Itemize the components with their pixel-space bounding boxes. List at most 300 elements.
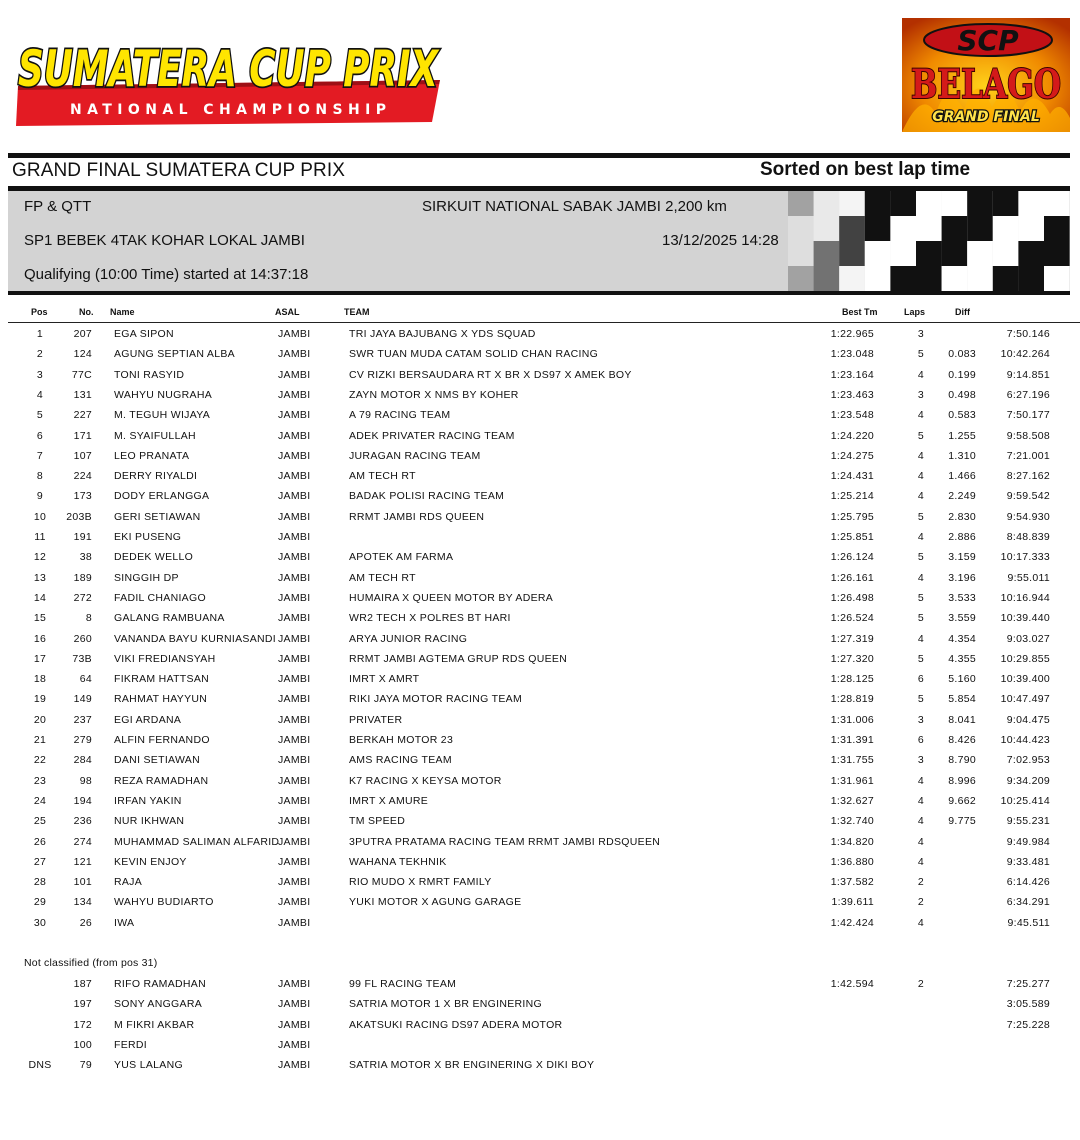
rider-number: 172 — [73, 1018, 92, 1031]
rider-number: 79 — [79, 1059, 92, 1072]
gap-diff: 0.083 — [948, 348, 976, 361]
lap-count: 3 — [917, 328, 925, 340]
rider-name: LEO PRANATA — [114, 449, 190, 462]
lap-count: 4 — [917, 794, 925, 807]
team-name: IMRT X AMURE — [349, 794, 429, 807]
rider-origin: JAMBI — [278, 449, 311, 462]
lap-count: 4 — [917, 571, 925, 584]
table-row — [0, 1019, 1080, 1039]
position: 22 — [33, 754, 47, 767]
rider-name: DERRY RIYALDI — [114, 470, 198, 483]
rider-number: 121 — [73, 855, 92, 868]
flag-cell — [1044, 216, 1070, 241]
checkered-flag-pattern — [788, 191, 1070, 291]
table-row — [0, 1039, 1080, 1059]
rider-name: ALFIN FERNANDO — [114, 734, 210, 746]
rider-name: TONI RASYID — [114, 368, 185, 381]
rider-number: 38 — [79, 551, 92, 564]
flag-cell — [942, 216, 968, 241]
table-row — [0, 633, 1080, 653]
flag-cell — [1044, 241, 1070, 266]
table-row — [0, 673, 1080, 693]
position: 5 — [36, 409, 44, 422]
flag-cell — [890, 266, 916, 291]
best-lap-time: 1:34.820 — [830, 835, 874, 848]
lap-count: 4 — [917, 916, 925, 929]
flag-cell — [839, 266, 865, 291]
rider-number: 187 — [73, 978, 92, 990]
lap-count: 5 — [917, 591, 925, 604]
rider-number: 100 — [73, 1038, 92, 1051]
flag-cell — [942, 266, 968, 291]
band-bottom-rule — [8, 291, 1070, 295]
rider-origin: JAMBI — [278, 734, 311, 746]
table-row — [0, 815, 1080, 835]
rider-name: FIKRAM HATTSAN — [114, 673, 210, 686]
position: 25 — [33, 815, 47, 828]
flag-cell — [890, 216, 916, 241]
rider-origin: JAMBI — [278, 713, 311, 726]
team-name: SATRIA MOTOR X BR ENGINERING X DIKI BOY — [349, 1059, 595, 1072]
lap-count: 5 — [917, 652, 925, 665]
total-time: 9:03.027 — [1006, 632, 1050, 645]
team-name: YUKI MOTOR X AGUNG GARAGE — [349, 896, 522, 909]
table-row — [0, 409, 1080, 429]
rider-name: IWA — [114, 916, 135, 929]
gap-diff: 9.775 — [948, 815, 976, 828]
rider-name: FERDI — [114, 1038, 147, 1051]
flag-cell — [993, 266, 1019, 291]
rider-number: 237 — [73, 713, 92, 726]
rider-origin: JAMBI — [278, 774, 311, 787]
total-time: 10:44.423 — [1000, 734, 1050, 746]
team-name: RRMT JAMBI AGTEMA GRUP RDS QUEEN — [349, 652, 568, 665]
lap-count: 3 — [917, 713, 925, 726]
table-row — [0, 917, 1080, 937]
best-lap-time: 1:23.048 — [830, 348, 874, 361]
total-time: 10:25.414 — [1000, 794, 1050, 807]
flag-cell — [839, 216, 865, 241]
best-lap-time: 1:28.819 — [830, 693, 874, 706]
team-name: PRIVATER — [349, 713, 403, 726]
team-name: WAHANA TEKHNIK — [349, 855, 447, 868]
flag-cell — [916, 216, 942, 241]
total-time: 9:14.851 — [1006, 368, 1050, 381]
flag-cell — [993, 191, 1019, 216]
gap-diff: 0.498 — [948, 388, 976, 401]
lap-count: 5 — [917, 348, 925, 361]
rider-origin: JAMBI — [278, 855, 311, 868]
team-name: RIKI JAYA MOTOR RACING TEAM — [349, 693, 523, 706]
flag-cell — [1018, 266, 1044, 291]
total-time: 9:45.511 — [1007, 916, 1050, 929]
gap-diff: 2.886 — [948, 531, 976, 543]
rider-name: DEDEK WELLO — [114, 551, 194, 564]
gap-diff: 5.854 — [948, 693, 976, 706]
position: 2 — [36, 348, 44, 361]
rider-origin: JAMBI — [278, 876, 311, 889]
best-lap-time: 1:42.424 — [830, 916, 874, 929]
gap-diff: 5.160 — [948, 673, 976, 686]
position: 15 — [33, 612, 47, 625]
flag-cell — [1044, 191, 1070, 216]
lap-count: 2 — [917, 876, 925, 889]
rider-name: IRFAN YAKIN — [114, 794, 182, 807]
lap-count: 5 — [917, 429, 925, 442]
svg-text:SCP: SCP — [957, 24, 1019, 57]
rider-name: KEVIN ENJOY — [114, 855, 187, 868]
rider-name: VIKI FREDIANSYAH — [114, 652, 216, 665]
position: 20 — [33, 713, 47, 726]
rider-number: 8 — [85, 612, 92, 625]
rider-origin: JAMBI — [278, 388, 311, 401]
flag-cell — [967, 241, 993, 266]
rider-origin: JAMBI — [278, 835, 311, 848]
best-lap-time: 1:37.582 — [830, 876, 874, 889]
rider-origin: JAMBI — [278, 591, 311, 604]
best-lap-time: 1:32.627 — [830, 794, 874, 807]
rider-origin: JAMBI — [278, 998, 311, 1011]
lap-count: 5 — [917, 551, 925, 564]
flag-cell — [814, 191, 840, 216]
team-name: 3PUTRA PRATAMA RACING TEAM RRMT JAMBI RDSQUEEN — [349, 835, 661, 848]
lap-count: 2 — [917, 896, 925, 909]
rider-number: 26 — [79, 916, 92, 929]
position: 16 — [33, 632, 47, 645]
best-lap-time: 1:22.965 — [830, 328, 874, 340]
column-header-name: Name — [110, 307, 135, 317]
flag-cell — [967, 266, 993, 291]
best-lap-time: 1:24.220 — [830, 429, 874, 442]
flag-cell — [967, 216, 993, 241]
rider-name: GALANG RAMBUANA — [114, 612, 225, 625]
rider-number: 236 — [73, 815, 92, 828]
rider-origin: JAMBI — [278, 531, 311, 543]
table-row — [0, 470, 1080, 490]
rider-number: 274 — [73, 835, 92, 848]
total-time: 9:34.209 — [1006, 774, 1050, 787]
lap-count: 4 — [917, 368, 925, 381]
team-name: TRI JAYA BAJUBANG X YDS SQUAD — [349, 328, 536, 340]
table-row — [0, 572, 1080, 592]
table-row — [0, 734, 1080, 754]
team-name: ZAYN MOTOR X NMS BY KOHER — [349, 388, 519, 401]
total-time: 7:25.228 — [1006, 1018, 1050, 1031]
total-time: 9:55.011 — [1007, 571, 1050, 584]
class-name: SP1 BEBEK 4TAK KOHAR LOKAL JAMBI — [24, 232, 305, 249]
rider-number: 224 — [73, 470, 92, 483]
total-time: 9:04.475 — [1006, 713, 1050, 726]
column-header-pos: Pos — [31, 307, 48, 317]
total-time: 10:47.497 — [1000, 693, 1050, 706]
best-lap-time: 1:32.740 — [830, 815, 874, 828]
rider-number: 171 — [73, 429, 92, 442]
gap-diff: 2.249 — [948, 490, 976, 503]
total-time: 9:54.930 — [1006, 510, 1050, 523]
team-name: A 79 RACING TEAM — [349, 409, 451, 422]
flag-cell — [916, 191, 942, 216]
total-time: 10:39.440 — [1000, 612, 1050, 625]
flag-cell — [1044, 266, 1070, 291]
table-row — [0, 693, 1080, 713]
flag-cell — [1018, 216, 1044, 241]
team-name: IMRT X AMRT — [349, 673, 420, 686]
table-row — [0, 551, 1080, 571]
flag-cell — [814, 216, 840, 241]
position: 24 — [33, 794, 47, 807]
team-name: RRMT JAMBI RDS QUEEN — [349, 510, 485, 523]
flag-cell — [1018, 241, 1044, 266]
rider-name: NUR IKHWAN — [114, 815, 185, 828]
total-time: 6:27.196 — [1006, 388, 1050, 401]
flag-cell — [865, 266, 891, 291]
rider-name: FADIL CHANIAGO — [114, 591, 206, 604]
best-lap-time: 1:25.214 — [830, 490, 874, 503]
flag-cell — [1018, 191, 1044, 216]
best-lap-time: 1:27.320 — [830, 652, 874, 665]
flag-cell — [942, 191, 968, 216]
lap-count: 4 — [917, 531, 925, 543]
position: 29 — [33, 896, 47, 909]
rider-number: 189 — [73, 571, 92, 584]
team-name: WR2 TECH X POLRES BT HARI — [349, 612, 511, 625]
table-row — [0, 531, 1080, 551]
team-name: AMS RACING TEAM — [349, 754, 452, 767]
lap-count: 4 — [917, 449, 925, 462]
position: 28 — [33, 876, 47, 889]
header-rule — [8, 322, 1080, 323]
team-name: BERKAH MOTOR 23 — [349, 734, 454, 746]
total-time: 7:21.001 — [1006, 449, 1050, 462]
team-name: RIO MUDO X RMRT FAMILY — [349, 876, 492, 889]
rider-name: EGI ARDANA — [114, 713, 182, 726]
total-time: 10:29.855 — [1000, 652, 1050, 665]
table-row — [0, 369, 1080, 389]
flag-cell — [839, 241, 865, 266]
total-time: 9:33.481 — [1006, 855, 1050, 868]
rider-name: WAHYU BUDIARTO — [114, 896, 214, 909]
session-datetime: 13/12/2025 14:28 — [662, 232, 779, 249]
rider-name: SONY ANGGARA — [114, 998, 203, 1011]
flag-cell — [916, 241, 942, 266]
flag-cell — [865, 191, 891, 216]
team-name: SATRIA MOTOR 1 X BR ENGINERING — [349, 998, 542, 1011]
flag-cell — [788, 266, 814, 291]
rider-name: EKI PUSENG — [114, 531, 182, 543]
total-time: 3:05.589 — [1006, 998, 1050, 1011]
rider-origin: JAMBI — [278, 916, 311, 929]
position: 1 — [36, 328, 44, 340]
table-row — [0, 612, 1080, 632]
belago-grand-final-logo — [902, 18, 1070, 132]
gap-diff: 8.996 — [948, 774, 976, 787]
rider-origin: JAMBI — [278, 1018, 311, 1031]
table-row — [0, 592, 1080, 612]
best-lap-time: 1:24.275 — [830, 449, 874, 462]
gap-diff: 1.310 — [948, 449, 976, 462]
table-row — [0, 754, 1080, 774]
rider-number: 203B — [66, 510, 92, 523]
sort-label: Sorted on best lap time — [760, 159, 971, 180]
total-time: 10:17.333 — [1000, 551, 1050, 564]
total-time: 6:34.291 — [1006, 896, 1050, 909]
column-header-best-time: Best Tm — [842, 307, 878, 317]
rider-number: 98 — [79, 774, 92, 787]
best-lap-time: 1:39.611 — [831, 896, 874, 909]
gap-diff: 1.255 — [948, 429, 976, 442]
position: 11 — [34, 531, 46, 543]
flag-cell — [993, 216, 1019, 241]
svg-text:BELAGO: BELAGO — [911, 61, 1061, 108]
best-lap-time: 1:25.851 — [830, 531, 874, 543]
best-lap-time: 1:26.524 — [830, 612, 874, 625]
rider-number: 194 — [73, 794, 92, 807]
table-row — [0, 328, 1080, 348]
position: 4 — [36, 388, 44, 401]
best-lap-time: 1:31.391 — [830, 734, 874, 746]
flag-cell — [890, 241, 916, 266]
rider-name: RAHMAT HAYYUN — [114, 693, 208, 706]
position: 9 — [36, 490, 44, 503]
lap-count: 4 — [917, 490, 925, 503]
team-name: 99 FL RACING TEAM — [349, 978, 457, 990]
column-header-laps: Laps — [904, 307, 926, 317]
session-type: FP & QTT — [24, 198, 92, 215]
position: 18 — [33, 673, 47, 686]
rider-number: 279 — [73, 734, 92, 746]
lap-count: 4 — [917, 409, 925, 422]
best-lap-time: 1:23.463 — [830, 388, 874, 401]
table-row — [0, 856, 1080, 876]
team-name: K7 RACING X KEYSA MOTOR — [349, 774, 502, 787]
total-time: 6:14.426 — [1006, 876, 1050, 889]
rider-number: 227 — [73, 409, 92, 422]
sumatera-cup-prix-logo — [12, 36, 442, 128]
total-time: 9:59.542 — [1006, 490, 1050, 503]
total-time: 9:49.984 — [1006, 835, 1050, 848]
total-time: 7:50.177 — [1006, 409, 1050, 422]
flag-cell — [788, 216, 814, 241]
table-row — [0, 714, 1080, 734]
position: 17 — [33, 652, 47, 665]
gap-diff: 3.559 — [948, 612, 976, 625]
rider-origin: JAMBI — [278, 794, 311, 807]
team-name: AM TECH RT — [349, 571, 416, 584]
session-info: Qualifying (10:00 Time) started at 14:37:18 — [24, 266, 309, 283]
position: DNS — [28, 1059, 52, 1072]
rider-origin: JAMBI — [278, 510, 311, 523]
rider-origin: JAMBI — [278, 490, 311, 503]
flag-cell — [839, 191, 865, 216]
table-row — [0, 348, 1080, 368]
position: 6 — [36, 429, 44, 442]
table-row — [0, 1059, 1080, 1079]
total-time: 10:16.944 — [1000, 591, 1050, 604]
best-lap-time: 1:42.594 — [830, 978, 874, 990]
gap-diff: 0.583 — [948, 409, 976, 422]
rider-origin: JAMBI — [278, 612, 311, 625]
lap-count: 2 — [917, 978, 925, 990]
rider-origin: JAMBI — [278, 409, 311, 422]
flag-cell — [814, 266, 840, 291]
total-time: 8:27.162 — [1006, 470, 1050, 483]
position: 8 — [36, 470, 44, 483]
rider-origin: JAMBI — [278, 1038, 311, 1051]
best-lap-time: 1:24.431 — [830, 470, 874, 483]
position: 30 — [33, 916, 47, 929]
rider-name: AGUNG SEPTIAN ALBA — [114, 348, 235, 361]
total-time: 10:42.264 — [1000, 348, 1050, 361]
rider-name: M. SYAIFULLAH — [114, 429, 196, 442]
rider-name: M FIKRI AKBAR — [114, 1018, 195, 1031]
table-row — [0, 511, 1080, 531]
team-name: ARYA JUNIOR RACING — [349, 632, 468, 645]
rider-origin: JAMBI — [278, 673, 311, 686]
rider-number: 73B — [72, 652, 92, 665]
table-row — [0, 653, 1080, 673]
team-name: HUMAIRA X QUEEN MOTOR BY ADERA — [349, 591, 554, 604]
position: 10 — [33, 510, 47, 523]
flag-cell — [967, 191, 993, 216]
total-time: 9:58.508 — [1006, 429, 1050, 442]
best-lap-time: 1:31.006 — [830, 713, 874, 726]
flag-cell — [942, 241, 968, 266]
rider-origin: JAMBI — [278, 328, 311, 340]
position: 3 — [36, 368, 44, 381]
column-header-asal: ASAL — [275, 307, 300, 317]
lap-count: 5 — [917, 693, 925, 706]
gap-diff: 4.355 — [948, 652, 976, 665]
position: 12 — [33, 551, 47, 564]
team-name: BADAK POLISI RACING TEAM — [349, 490, 505, 503]
table-row — [0, 836, 1080, 856]
team-name: JURAGAN RACING TEAM — [349, 449, 481, 462]
best-lap-time: 1:26.161 — [830, 571, 874, 584]
lap-count: 4 — [917, 855, 925, 868]
team-name: CV RIZKI BERSAUDARA RT X BR X DS97 X AMEK BOY — [349, 368, 632, 381]
position: 19 — [33, 693, 47, 706]
flag-cell — [916, 266, 942, 291]
rider-name: REZA RAMADHAN — [114, 774, 209, 787]
lap-count: 4 — [917, 632, 925, 645]
position: 23 — [33, 774, 47, 787]
gap-diff: 9.662 — [948, 794, 976, 807]
team-name: APOTEK AM FARMA — [349, 551, 454, 564]
table-row — [0, 896, 1080, 916]
svg-text:SUMATERA CUP PRIX: SUMATERA CUP PRIX — [18, 40, 440, 98]
best-lap-time: 1:23.164 — [830, 368, 874, 381]
rider-name: RIFO RAMADHAN — [114, 978, 206, 990]
best-lap-time: 1:25.795 — [830, 510, 874, 523]
lap-count: 4 — [917, 815, 925, 828]
not-classified-label: Not classified (from pos 31) — [24, 957, 158, 969]
column-header-diff: Diff — [955, 307, 970, 317]
position: 7 — [36, 449, 44, 462]
rider-origin: JAMBI — [278, 754, 311, 767]
flag-cell — [890, 191, 916, 216]
column-header-no: No. — [79, 307, 94, 317]
gap-diff: 0.199 — [948, 368, 976, 381]
gap-diff: 8.426 — [948, 734, 976, 746]
gap-diff: 1.466 — [948, 470, 976, 483]
position: 14 — [33, 591, 47, 604]
table-row — [0, 775, 1080, 795]
rider-name: RAJA — [114, 876, 143, 889]
flag-cell — [993, 241, 1019, 266]
rider-origin: JAMBI — [278, 348, 311, 361]
table-row — [0, 998, 1080, 1018]
position: 21 — [33, 734, 47, 746]
